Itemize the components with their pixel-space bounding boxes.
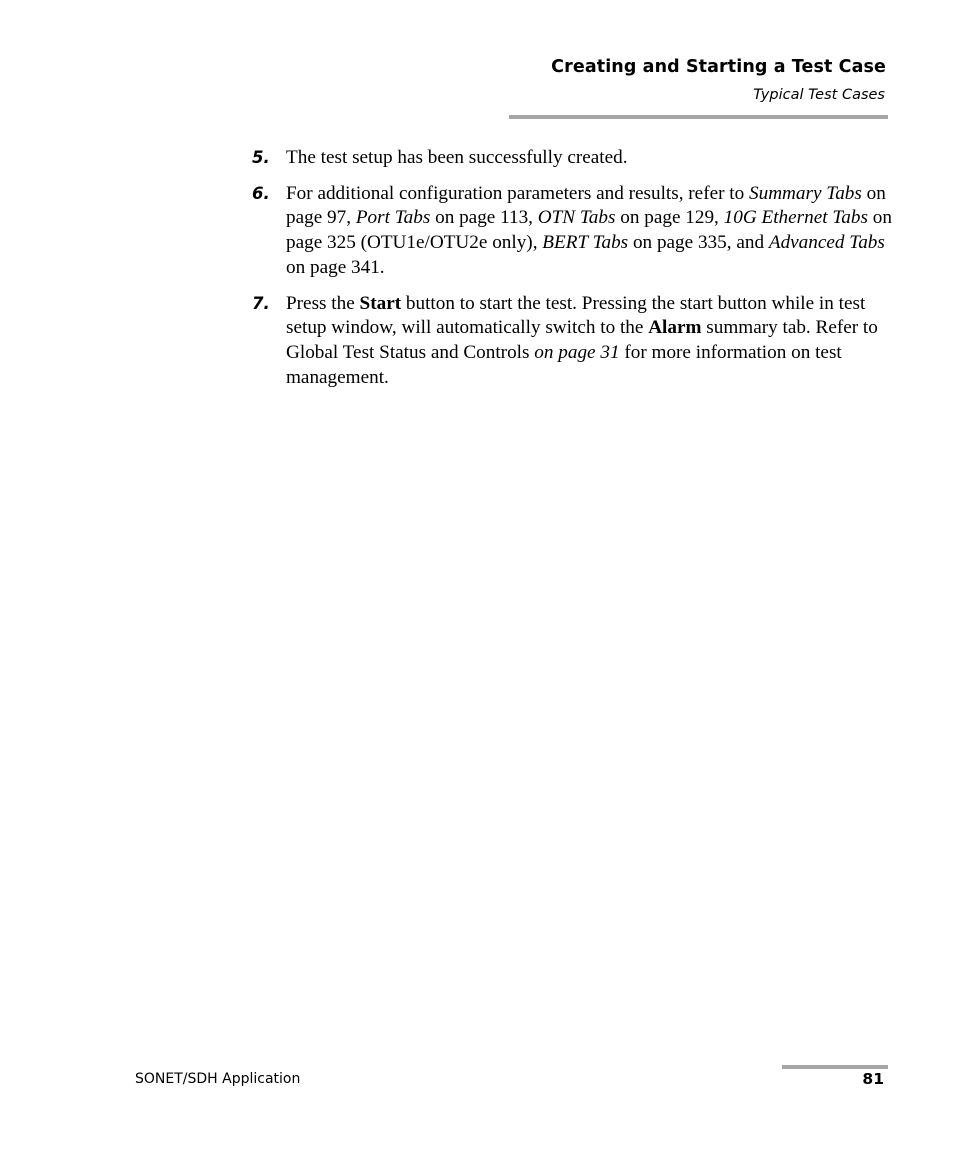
footer-rule: [782, 1065, 888, 1069]
text-segment: on page 97,: [286, 182, 886, 229]
text-segment: on page 341.: [286, 256, 385, 278]
header-rule: [509, 115, 888, 119]
text-segment: summary tab. Refer to Global Test Status and Controls: [286, 317, 878, 363]
text-segment: button to start the test. Pressing the start button while in test setup window, will automatically switch to the: [286, 292, 866, 339]
text-segment: on page 325 (OTU1e/OTU2e only),: [286, 207, 892, 254]
step-number: 5.: [252, 148, 270, 167]
step-item: [252, 182, 892, 281]
step-number: 6.: [252, 183, 270, 203]
footer-page-number: 81: [862, 1070, 884, 1088]
cross-reference-link[interactable]: Summary Tabs: [749, 182, 862, 204]
cross-reference-link[interactable]: 10G Ethernet Tabs: [723, 207, 868, 229]
step-item: [252, 292, 892, 391]
text-segment: Press the: [286, 292, 360, 314]
page-reference-link[interactable]: on page 31: [534, 341, 620, 363]
ui-term-start: Start: [359, 292, 402, 314]
running-header-title: Creating and Starting a Test Case: [551, 57, 886, 77]
step-item: [252, 146, 892, 171]
running-header-subtitle: Typical Test Cases: [753, 87, 885, 103]
text-segment: on page 129,: [615, 207, 724, 229]
text-segment: on page 335, and: [628, 232, 769, 254]
text-segment: The test setup has been successfully created.: [286, 147, 628, 168]
ui-term-alarm: Alarm: [648, 317, 702, 339]
cross-reference-link[interactable]: Port Tabs: [355, 207, 431, 229]
step-number: 7.: [252, 293, 270, 313]
footer-document-title: SONET/SDH Application: [135, 1071, 301, 1087]
step-text: [286, 293, 878, 388]
text-segment: on page 113,: [430, 207, 538, 229]
cross-reference-link[interactable]: BERT Tabs: [542, 232, 629, 254]
step-text: [286, 147, 628, 168]
text-segment: For additional configuration parameters and results, refer to: [286, 182, 750, 204]
step-text: [286, 183, 892, 278]
cross-reference-link[interactable]: Advanced Tabs: [768, 232, 885, 254]
step-list: [252, 146, 892, 401]
cross-reference-link[interactable]: OTN Tabs: [537, 207, 616, 229]
text-segment: for more information on test management.: [286, 341, 842, 388]
